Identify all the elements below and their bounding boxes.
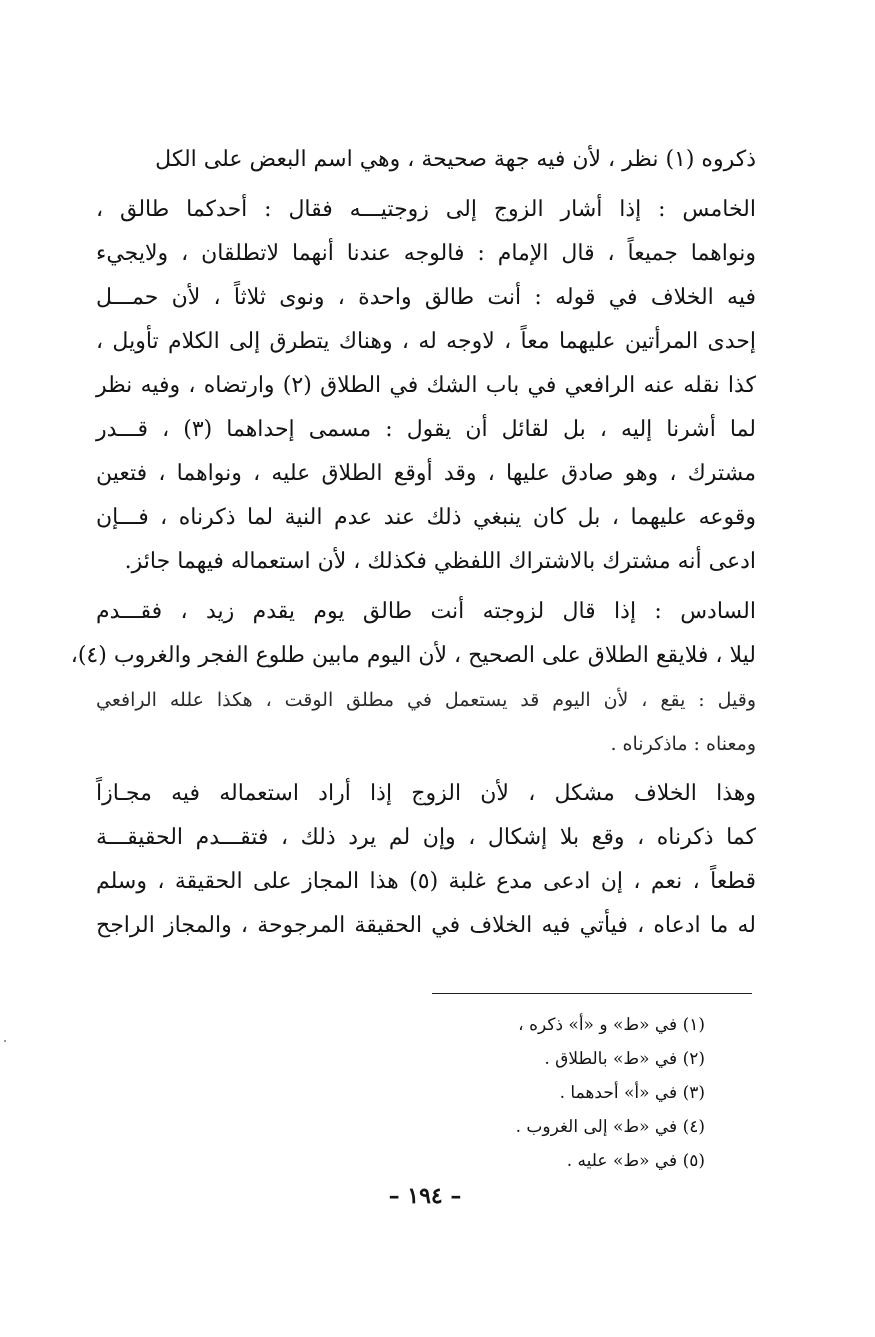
footnote: (١) في «ط» و «أ» ذكره ، <box>518 1015 705 1035</box>
body-text <box>70 138 757 948</box>
text-line: إحدى المرأتين عليهما معاً ، لاوجه له ، وهناك يتطرق إلى الكلام تأويل ، <box>96 329 757 354</box>
footnotes <box>385 1008 705 1178</box>
text-line: ادعى أنه مشترك بالاشتراك اللفظي فكذلك ، لأن استعماله فيهما جائز. <box>124 549 756 574</box>
scan-speck <box>4 1040 6 1042</box>
text-line: مشترك ، وهو صادق عليها ، وقد أوقع الطلاق عليه ، ونواهما ، فتعين <box>96 461 756 486</box>
text-line: وقيل : يقع ، لأن اليوم قد يستعمل في مطلق الوقت ، هكذا علله الرافعي <box>96 689 756 711</box>
footnote: (٥) في «ط» عليه . <box>566 1151 705 1171</box>
text-line: ونواهما جميعاً ، قال الإمام : فالوجه عندنا أنهما لاتطلقان ، ولايجيء <box>96 241 756 266</box>
text-line: وقوعه عليهما ، بل كان ينبغي ذلك عند عدم النية لما ذكرناه ، فـــإن <box>96 505 756 530</box>
footnote: (٤) في «ط» إلى الغروب . <box>515 1117 705 1137</box>
text-line: كما ذكرناه ، وقع بلا إشكال ، وإن لم يرد ذلك ، فتقـــدم الحقيقـــة <box>96 825 756 850</box>
text-line: قطعاً ، نعم ، إن ادعى مدع غلبة (٥) هذا المجاز على الحقيقة ، وسلم <box>96 869 757 894</box>
text-line: ليلا ، فلايقع الطلاق على الصحيح ، لأن اليوم مابين طلوع الفجر والغروب (٤)، <box>70 643 756 668</box>
text-line: كذا نقله عنه الرافعي في باب الشك في الطلاق (٢) وارتضاه ، وفيه نظر <box>96 373 756 398</box>
text-line: له ما ادعاه ، فيأتي فيه الخلاف في الحقيقة المرجوحة ، والمجاز الراجح <box>96 913 756 938</box>
text-line: وهذا الخلاف مشكل ، لأن الزوج إذا أراد استعماله فيه مجـازاً <box>96 781 756 806</box>
text-line: السادس : إذا قال لزوجته أنت طالق يوم يقدم زيد ، فقـــدم <box>96 599 756 624</box>
text-line: ومعناه : ماذكرناه . <box>610 733 756 755</box>
footnote: (٣) في «أ» أحدهما . <box>559 1083 705 1103</box>
text-line: فيه الخلاف في قوله : أنت طالق واحدة ، ونوى ثلاثاً ، لأن حمـــل <box>96 285 756 310</box>
footnote: (٢) في «ط» بالطلاق . <box>544 1049 705 1069</box>
text-line: الخامس : إذا أشار الزوج إلى زوجتيـــه فقال : أحدكما طالق ، <box>96 197 756 222</box>
page-number: – ١٩٤ – <box>388 1183 462 1209</box>
text-line: لما أشرنا إليه ، بل لقائل أن يقول : مسمى إحداهما (٣) ، قـــدر <box>96 417 756 442</box>
footnote-separator <box>432 993 752 994</box>
text-line: ذكروه (١) نظر ، لأن فيه جهة صحيحة ، وهي اسم البعض على الكل <box>155 147 756 172</box>
